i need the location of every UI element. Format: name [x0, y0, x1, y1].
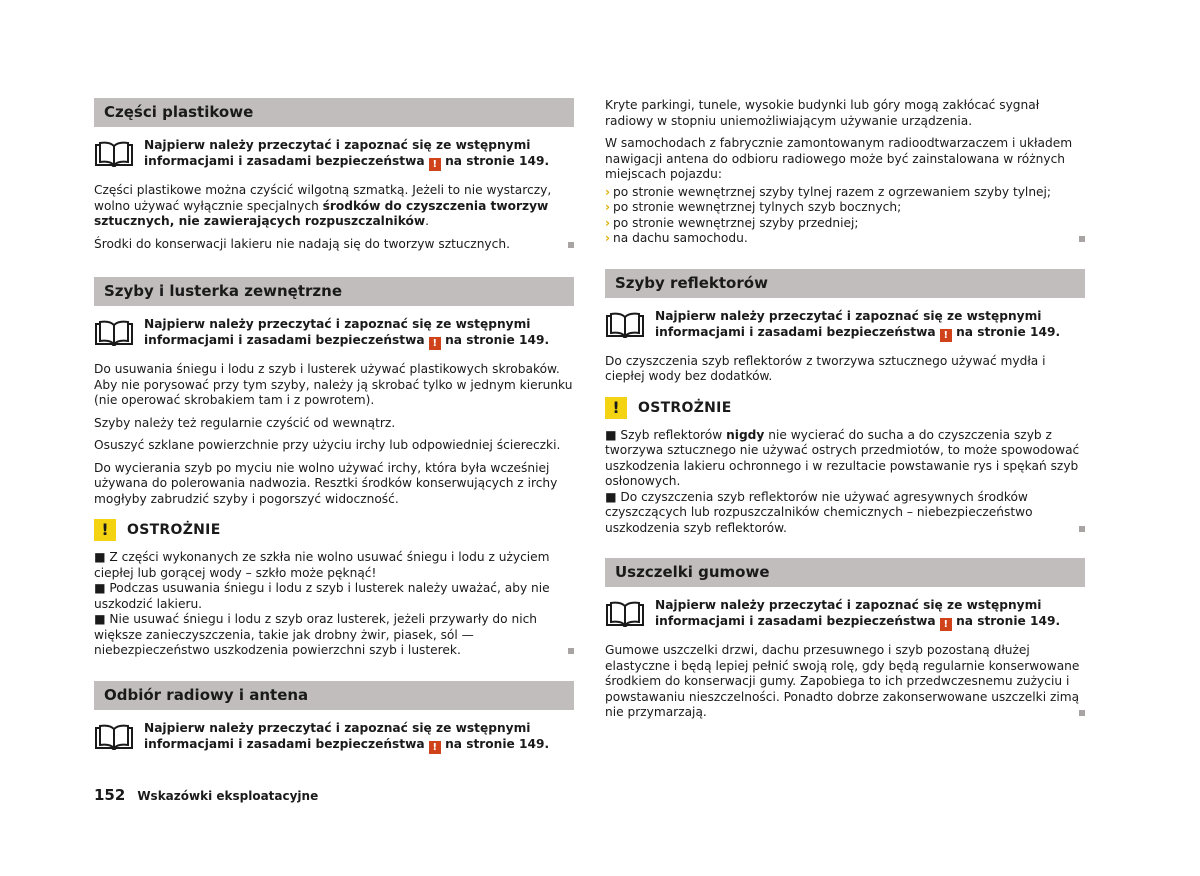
reference-note: [94, 137, 574, 171]
caution-item: ■ Do czyszczenia szyb reflektorów nie używać agresywnych środków czyszczących lub rozpuszczalników chemicznych – niebezpieczeństwo uszkodzenia szyb reflektorów.: [605, 490, 1085, 537]
warning-icon: !: [940, 329, 952, 342]
caution-icon: !: [605, 397, 627, 419]
paragraph: Osuszyć szklane powierzchnie przy użyciu irchy lub odpowiedniej ściereczki.: [94, 438, 561, 452]
book-icon: [94, 141, 134, 167]
caution-header: [605, 397, 1085, 419]
left-column: [94, 98, 574, 766]
caution-header: [94, 519, 574, 541]
paragraph: Do wycierania szyb po myciu nie wolno używać irchy, która była wcześniej używana do polerowania nadwozia. Resztki środków konserwujących z irchy mogłyby zabrudzić szyby i pogorszyć widoczność.: [94, 460, 558, 506]
caution-item: ■ Podczas usuwania śniegu i lodu z szyb i lusterek należy uważać, aby nie uszkodzić lakieru.: [94, 581, 550, 611]
section-heading-radio-antenna: Odbiór radiowy i antena: [94, 681, 574, 710]
arrow-bullet-icon: ›: [605, 200, 611, 214]
section-heading-windows-mirrors: Szyby i lusterka zewnętrzne: [94, 277, 574, 306]
right-column: [605, 98, 1085, 728]
caution-title: OSTROŻNIE: [638, 399, 732, 416]
caution-item: ■ Nie usuwać śniegu i lodu z szyb oraz lusterek, jeżeli przywarły do nich większe zanieczyszczenia, takie jak drobny żwir, piasek, sól — niebezpieczeństwo uszkodzenia powierzchni szyb i lusterek.: [94, 612, 574, 659]
page-footer: [94, 786, 318, 804]
book-icon: [605, 601, 645, 627]
reference-text: Najpierw należy przeczytać i zapoznać się ze wstępnymi informacjami i zasadami bezpieczeństwa ! na stronie 149.: [144, 138, 550, 170]
paragraph: Środki do konserwacji lakieru nie nadają się do tworzyw sztucznych.: [94, 237, 574, 253]
list-item: › po stronie wewnętrznej szyby przedniej;: [605, 215, 859, 230]
section-end-marker: [1079, 236, 1085, 242]
reference-text: Najpierw należy przeczytać i zapoznać się ze wstępnymi informacjami i zasadami bezpieczeństwa ! na stronie 149.: [655, 308, 1061, 341]
reference-page-link[interactable]: na stronie 149.: [956, 614, 1061, 628]
paragraph: Szyby należy też regularnie czyścić od wewnątrz.: [94, 415, 396, 430]
reference-page-link[interactable]: na stronie 149.: [445, 333, 550, 347]
book-icon: [605, 312, 645, 338]
reference-page-link[interactable]: na stronie 149.: [445, 736, 550, 751]
reference-note: [605, 597, 1085, 631]
paragraph: Do czyszczenia szyb reflektorów z tworzywa sztucznego używać mydła i ciepłej wody bez dodatków.: [605, 353, 1046, 383]
page-number: 152: [94, 786, 126, 804]
warning-icon: !: [429, 158, 441, 171]
caution-title: OSTROŻNIE: [127, 522, 221, 538]
reference-text: Najpierw należy przeczytać i zapoznać się ze wstępnymi informacjami i zasadami bezpieczeństwa ! na stronie 149.: [144, 720, 550, 753]
section-heading-plastic-parts: Części plastikowe: [94, 98, 574, 127]
list-item: › na dachu samochodu.: [605, 231, 1085, 247]
paragraph: Do usuwania śniegu i lodu z szyb i lusterek używać plastikowych skrobaków. Aby nie porysować przy tym szyby, należy ją skrobać tylko w jednym kierunku (nie operować skrobakiem tam i z powrotem).: [94, 362, 573, 407]
reference-text: Najpierw należy przeczytać i zapoznać się ze wstępnymi informacjami i zasadami bezpieczeństwa ! na stronie 149.: [655, 598, 1061, 630]
warning-icon: !: [429, 741, 441, 754]
warning-icon: !: [429, 337, 441, 350]
reference-note: [94, 316, 574, 350]
caution-item: ■ Szyb reflektorów nigdy nie wycierać do sucha a do czyszczenia szyb z tworzywa sztucznego nie używać ostrych przedmiotów, to może spowodować uszkodzenia lakieru ochronnego i w rezultacie powstawanie rys i spękań szyb osłonowych.: [605, 427, 1080, 488]
section-end-marker: [568, 242, 574, 248]
arrow-bullet-icon: ›: [605, 231, 611, 245]
caution-icon: !: [94, 519, 116, 541]
list-item: › po stronie wewnętrznej szyby tylnej razem z ogrzewaniem szyby tylnej;: [605, 184, 1052, 199]
paragraph: Części plastikowe można czyścić wilgotną szmatką. Jeżeli to nie wystarczy, wolno używać wyłącznie specjalnych środków do czyszczenia tworzyw sztucznych, nie zawierających rozpuszczalników.: [94, 183, 552, 228]
caution-item: ■ Z części wykonanych ze szkła nie wolno usuwać śniegu i lodu z użyciem ciepłej lub gorącej wody – szkło może pęknąć!: [94, 550, 550, 580]
paragraph: W samochodach z fabrycznie zamontowanym radioodtwarzaczem i układem nawigacji antena do odbioru radiowego może być zainstalowana w różnych miejscach pojazdu:: [605, 136, 1073, 181]
paragraph: Gumowe uszczelki drzwi, dachu przesuwnego i szyb pozostaną dłużej elastyczne i będą lepiej pełnić swoją rolę, gdy będą regularnie konserwowane środkiem do konserwacji gumy. Zapobiega to ich przedwczesnemu zużyciu i powstawaniu nieszczelności. Ponadto dobrze zakonserwowane uszczelki zimą nie przymarzają.: [605, 643, 1085, 721]
reference-note: [605, 308, 1085, 342]
list-item: › po stronie wewnętrznej tylnych szyb bocznych;: [605, 200, 902, 214]
caution-body: [605, 428, 1085, 537]
paragraph: Kryte parkingi, tunele, wysokie budynki lub góry mogą zakłócać sygnał radiowy w stopniu uniemożliwiającym używanie urządzenia.: [605, 98, 1040, 128]
section-end-marker: [1079, 710, 1085, 716]
arrow-bullet-icon: ›: [605, 215, 611, 230]
reference-page-link[interactable]: na stronie 149.: [956, 324, 1061, 339]
section-end-marker: [568, 648, 574, 654]
section-end-marker: [1079, 526, 1085, 532]
section-heading-rubber-seals: Uszczelki gumowe: [605, 558, 1085, 587]
arrow-bullet-icon: ›: [605, 184, 611, 199]
caution-body: [94, 550, 574, 659]
section-heading-headlight-glass: Szyby reflektorów: [605, 269, 1085, 298]
reference-page-link[interactable]: na stronie 149.: [445, 154, 550, 168]
book-icon: [94, 320, 134, 346]
reference-note: [94, 720, 574, 754]
warning-icon: !: [940, 618, 952, 631]
book-icon: [94, 724, 134, 750]
reference-text: Najpierw należy przeczytać i zapoznać się ze wstępnymi informacjami i zasadami bezpieczeństwa ! na stronie 149.: [144, 317, 550, 349]
chapter-title: Wskazówki eksploatacyjne: [137, 789, 319, 803]
